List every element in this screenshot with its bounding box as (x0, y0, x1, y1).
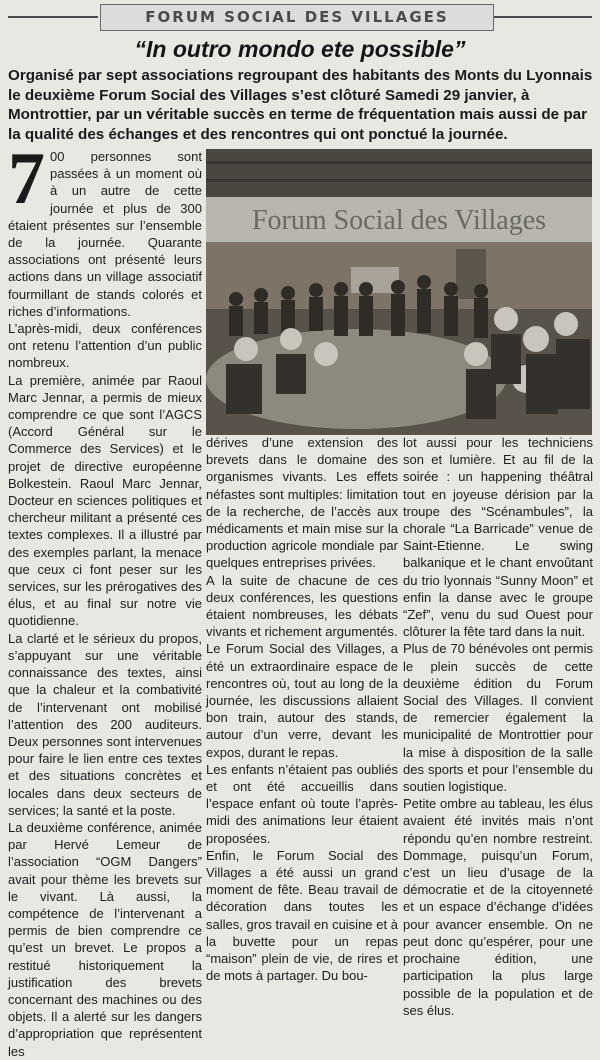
paragraph: 00 personnes sont passées à un moment où à un autre de cette journée et plus de 300 étaient présentes sur l’ensemble de la journée. Quarante associations ont présenté leurs actions dans un village associatif fourmillant de stands colorés et riches d’informations. (8, 149, 202, 319)
paragraph: Enfin, le Forum Social des Villages a été aussi un grand moment de fête. Beau travail de décoration dans toutes les salles, gros travail en cuisine et à la buvette pour un repas “maison” plein de vie, de rires et de mots à partager. Du bou- (206, 847, 398, 984)
paragraph: La première, animée par Raoul Marc Jennar, a permis de mieux comprendre ce que sont l’AGCS (Accord Général sur le Commerce des Services) et le projet de directive européenne Bolkestein. Raoul Marc Jennar, Docteur en sciences politiques et chercheur militant a présenté ces textes complexes. Il a illustré par des exemples parlant, la menace que ceux ci font peser sur les services, sur les prérogatives des élus, et au final sur notre vie quotidienne. (8, 372, 202, 629)
paragraph: Petite ombre au tableau, les élus avaient été invités mais n’ont répondu qu’en nombre restreint. Dommage, puisqu’un Forum, c’est un lieu d’usage de la démocratie et de la citoyenneté et un espace d’échange d’idées pour avancer ensemble. On ne peut donc qu’espérer, pour une prochaine édition, une participation la plus large possible de la population et de ses élus. (403, 796, 593, 1018)
article-column-1 (8, 138, 202, 1060)
paragraph: La clarté et le sérieux du propos, s’appuyant sur une véritable connaissance des textes, ainsi que la chaleur et la combativité de l’intervenant ont mobilisé l’attention des 200 auditeurs. Deux personnes sont intervenues pour faire le lien entre ces textes et des situations concrètes et locales dans deux secteurs de services; la santé et la poste. (8, 630, 202, 818)
paragraph: dérives d’une extension des brevets dans le domaine des organismes vivants. Les effets néfastes sont multiples: limitation de la recherche, de l’accès aux médicaments et main mise sur la production agricole mondiale par quelques entreprises privées. (206, 435, 398, 571)
event-photo (206, 149, 592, 435)
paragraph: lot aussi pour les techniciens son et lumière. Et au fil de la soirée : un happening théâtral tout en joyeuse dérision par la troupe des “Scénambules”, la chorale “La Barricade” venue de Saint-Etienne. Le swing balkanique et le chant envoûtant du trio lyonnais “Sunny Moon” et enfin la danse avec le groupe “Zef”, venu du sud Ouest pour clôturer la fête tard dans la nuit. (403, 435, 593, 640)
rubric-rule-right (494, 16, 592, 18)
paragraph: Les enfants n’étaient pas oubliés et ont été accueillis dans l’espace enfant où toute l’après-midi des animations leur étaient proposées. (206, 761, 398, 846)
banner-text: Forum Social des Villages (251, 205, 547, 236)
lead-paragraph: Organisé par sept associations regroupant des habitants des Monts du Lyonnais le deuxième Forum Social des Villages s’est clôturé Samedi 29 janvier, à Montrottier, par un véritable succès en terme de fréquentation mais aussi de par la qualité des échanges et des rencontres qui ont ponctué la journée. (8, 67, 593, 143)
paragraph: Le Forum Social des Villages, a été un extraordinaire espace de rencontres où, tout au long de la journée, les discussions allaient bon train, autour des stands, autour d’un verre, devant les expos, durant le repas. (206, 641, 398, 760)
photo-illustration (206, 149, 592, 435)
paragraph: L’après-midi, deux conférences ont retenu l’attention d’un public nombreux. (8, 321, 202, 371)
article-column-3 (403, 434, 593, 1019)
rubric-rule-left (8, 16, 98, 18)
paragraph: La deuxième conférence, animée par Hervé Lemeur de l’association “OGM Dangers” avait pour thème les brevets sur le vivant. Là aussi, la compétence de l’intervenant a permis de bien comprendre ce qu’est un brevet. Le propos a restitué historiquement la justification des brevets concernant des machines ou des objets. Il a alerté sur les dangers d’appropriation que représentent les (8, 819, 202, 1059)
paragraph: A la suite de chacune de ces deux conférences, les questions étaient nombreuses, les débats vivants et richement argumentés. (206, 572, 398, 640)
article-column-2 (206, 434, 398, 985)
drop-cap: 7 (8, 138, 45, 220)
headline: “In outro mondo ete possible” (134, 36, 466, 62)
paragraph: Plus de 70 bénévoles ont permis le plein succès de cette deuxième édition du Forum Social des Villages. Il convient de remercier également la municipalité de Montrottier pour la mise à disposition de la salle des sports et pour l’ensemble du soutien logistique. (403, 641, 593, 795)
section-label: FORUM SOCIAL DES VILLAGES (100, 4, 494, 31)
